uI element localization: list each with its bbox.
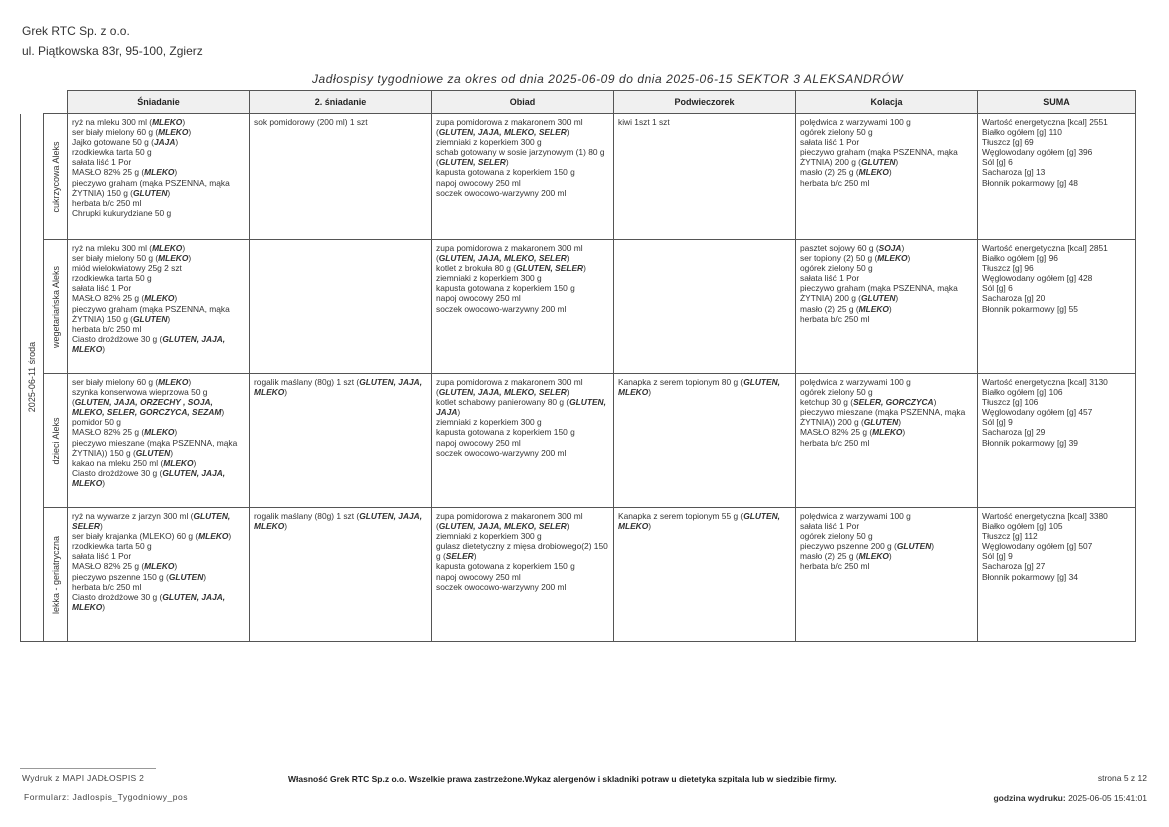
menu-item: Ciasto drożdżowe 30 g (GLUTEN, JAJA, MLEKO): [72, 333, 226, 354]
menu-item: Ciasto drożdżowe 30 g (GLUTEN, JAJA, MLEKO): [72, 467, 226, 488]
menu-item: Tłuszcz [g] 112: [982, 531, 1038, 542]
menu-item: kapusta gotowana z koperkiem 150 g: [436, 561, 575, 572]
menu-item: sok pomidorowy (200 ml) 1 szt: [254, 117, 368, 127]
meal-cell-second-breakfast: [250, 508, 432, 642]
meal-cell-dinner: [796, 374, 978, 508]
menu-item: Sacharoza [g] 29: [982, 427, 1046, 438]
menu-item: pieczywo pszenne 150 g (GLUTEN): [72, 571, 207, 582]
meal-cell-dinner: [796, 508, 978, 642]
header-sum: SUMA: [978, 91, 1136, 114]
menu-item: kotlet schabowy panierowany 80 g (GLUTEN, JAJA): [436, 397, 606, 418]
meal-cell-lunch: [432, 374, 614, 508]
menu-item: pieczywo graham (mąka PSZENNA, mąka ŻYTNIA) 150 g (GLUTEN): [72, 303, 230, 324]
menu-item: Błonnik pokarmowy [g] 55: [982, 303, 1078, 314]
diet-name-cell: [44, 374, 68, 508]
menu-item: polędwica z warzywami 100 g: [800, 117, 911, 127]
menu-item: Kanapka z serem topionym 55 g (GLUTEN, MLEKO): [618, 511, 780, 532]
company-name: Grek RTC Sp. z o.o.: [22, 24, 130, 38]
header-second-breakfast: 2. śniadanie: [250, 91, 432, 114]
meal-cell-dinner: [796, 114, 978, 240]
menu-item: Jajko gotowane 50 g (JAJA): [72, 137, 179, 148]
meal-cell-afternoon-snack: [614, 114, 796, 240]
menu-item: MASŁO 82% 25 g (MLEKO): [72, 561, 178, 572]
diet-name: dzieci Aleks: [50, 416, 61, 465]
menu-item: ziemniaki z koperkiem 300 g: [436, 531, 542, 542]
menu-item: sałata liść 1 Por: [72, 283, 132, 294]
meal-cell-second-breakfast: [250, 374, 432, 508]
menu-item: kotlet z brokuła 80 g (GLUTEN, SELER): [436, 263, 586, 274]
menu-item: herbata b/c 250 ml: [800, 561, 870, 572]
menu-item: herbata b/c 250 ml: [72, 197, 142, 208]
menu-item: Chrupki kukurydziane 50 g: [72, 207, 172, 218]
menu-item: napoj owocowy 250 ml: [436, 293, 521, 304]
menu-item: Białko ogółem [g] 105: [982, 521, 1063, 532]
menu-item: Błonnik pokarmowy [g] 48: [982, 177, 1078, 188]
menu-item: pieczywo graham (mąka PSZENNA, mąka ŻYTNIA) 200 g (GLUTEN): [800, 147, 958, 168]
menu-item: Sacharoza [g] 20: [982, 293, 1046, 304]
menu-item: schab gotowany w sosie jarzynowym (1) 80 g (GLUTEN, SELER): [436, 147, 605, 168]
menu-item: Węglowodany ogółem [g] 457: [982, 407, 1093, 418]
menu-item: rogalik maślany (80g) 1 szt (GLUTEN, JAJA, MLEKO): [254, 377, 423, 398]
meal-cell-dinner: [796, 240, 978, 374]
menu-item: Sól [g] 9: [982, 551, 1013, 562]
header-blank-diet: [44, 91, 68, 114]
menu-item: Białko ogółem [g] 106: [982, 387, 1063, 398]
menu-item: napoj owocowy 250 ml: [436, 177, 521, 188]
diet-name: cukrzycowa Aleks: [50, 140, 61, 213]
menu-item: ser biały mielony 60 g (MLEKO): [72, 377, 192, 387]
menu-item: masło (2) 25 g (MLEKO): [800, 551, 892, 562]
diet-name: wegetariańska Aleks: [50, 265, 61, 348]
menu-item: miód wielokwiatowy 25g 2 szt: [72, 263, 182, 274]
menu-item: soczek owocowo-warzywny 200 ml: [436, 187, 567, 198]
menu-item: ser topiony (2) 50 g (MLEKO): [800, 253, 911, 264]
meal-cell-sum: [978, 114, 1136, 240]
menu-item: ryż na wywarze z jarzyn 300 ml (GLUTEN, SELER): [72, 511, 231, 532]
menu-item: soczek owocowo-warzywny 200 ml: [436, 303, 567, 314]
menu-item: pasztet sojowy 60 g (SOJA): [800, 243, 905, 253]
menu-item: ziemniaki z koperkiem 300 g: [436, 273, 542, 284]
menu-item: ser biały krajanka (MLEKO) 60 g (MLEKO): [72, 531, 232, 542]
meal-cell-lunch: [432, 240, 614, 374]
menu-item: MASŁO 82% 25 g (MLEKO): [72, 293, 178, 304]
meal-cell-afternoon-snack: [614, 240, 796, 374]
menu-item: pieczywo graham (mąka PSZENNA, mąka ŻYTNIA) 150 g (GLUTEN): [72, 177, 230, 198]
menu-item: Tłuszcz [g] 69: [982, 137, 1034, 148]
menu-item: Błonnik pokarmowy [g] 39: [982, 437, 1078, 448]
menu-item: sałata liść 1 Por: [72, 157, 132, 168]
meal-cell-breakfast: [68, 374, 250, 508]
menu-item: kapusta gotowana z koperkiem 150 g: [436, 167, 575, 178]
menu-item: Węglowodany ogółem [g] 396: [982, 147, 1093, 158]
footer-ownership-note: Własność Grek RTC Sp.z o.o. Wszelkie prawa zastrzeżone.Wykaz alergenów i skladniki potraw u dietetyka szpitala lub w siedzibie firmy.: [288, 774, 837, 784]
menu-item: zupa pomidorowa z makaronem 300 ml (GLUTEN, JAJA, MLEKO, SELER): [436, 117, 583, 138]
menu-item: Sól [g] 6: [982, 283, 1013, 294]
menu-item: Białko ogółem [g] 110: [982, 127, 1062, 138]
menu-item: pieczywo graham (mąka PSZENNA, mąka ŻYTNIA) 200 g (GLUTEN): [800, 283, 958, 304]
menu-item: soczek owocowo-warzywny 200 ml: [436, 447, 567, 458]
header-dinner: Kolacja: [796, 91, 978, 114]
menu-item: Wartość energetyczna [kcal] 3130: [982, 377, 1108, 387]
meal-cell-sum: [978, 240, 1136, 374]
menu-item: Wartość energetyczna [kcal] 3380: [982, 511, 1108, 521]
footer-print-time: [993, 793, 1147, 803]
menu-item: gulasz dietetyczny z mięsa drobiowego(2) 150 g (SELER): [436, 541, 608, 562]
meal-cell-sum: [978, 508, 1136, 642]
menu-item: Błonnik pokarmowy [g] 34: [982, 571, 1078, 582]
menu-item: rogalik maślany (80g) 1 szt (GLUTEN, JAJA, MLEKO): [254, 511, 423, 532]
menu-item: rzodkiewka tarta 50 g: [72, 273, 152, 284]
print-time-value: 2025-06-05 15:41:01: [1068, 793, 1147, 803]
menu-item: ser biały mielony 60 g (MLEKO): [72, 127, 192, 138]
footer-form-name: Formularz: Jadlospis_Tygodniowy_pos: [24, 792, 188, 802]
menu-item: masło (2) 25 g (MLEKO): [800, 167, 892, 178]
menu-item: kakao na mleku 250 ml (MLEKO): [72, 457, 197, 468]
meal-cell-afternoon-snack: [614, 374, 796, 508]
date-cell: [21, 114, 44, 642]
menu-item: pieczywo mieszane (mąka PSZENNA, mąka ŻYTNIA)) 150 g (GLUTEN): [72, 437, 238, 458]
menu-item: napoj owocowy 250 ml: [436, 437, 521, 448]
menu-item: ogórek zielony 50 g: [800, 127, 873, 138]
menu-item: ketchup 30 g (SELER, GORCZYCA): [800, 397, 937, 408]
header-afternoon-snack: Podwieczorek: [614, 91, 796, 114]
meal-cell-afternoon-snack: [614, 508, 796, 642]
meal-cell-lunch: [432, 114, 614, 240]
menu-item: Sól [g] 6: [982, 157, 1013, 168]
menu-item: napoj owocowy 250 ml: [436, 571, 521, 582]
menu-item: ryż na mleku 300 ml (MLEKO): [72, 243, 186, 253]
print-time-label: godzina wydruku:: [993, 793, 1066, 803]
menu-item: zupa pomidorowa z makaronem 300 ml (GLUTEN, JAJA, MLEKO, SELER): [436, 377, 583, 398]
diet-row: [21, 508, 1136, 642]
menu-item: soczek owocowo-warzywny 200 ml: [436, 581, 567, 592]
menu-item: pomidor 50 g: [72, 417, 121, 428]
menu-item: Białko ogółem [g] 96: [982, 253, 1058, 264]
header-row: [21, 91, 1136, 114]
meal-cell-sum: [978, 374, 1136, 508]
menu-title: Jadłospisy tygodniowe za okres od dnia 2025-06-09 do dnia 2025-06-15 SEKTOR 3 ALEKSANDRÓW: [312, 72, 904, 86]
meal-cell-lunch: [432, 508, 614, 642]
meal-cell-breakfast: [68, 114, 250, 240]
menu-item: ser biały mielony 50 g (MLEKO): [72, 253, 192, 264]
diet-name-cell: [44, 114, 68, 240]
menu-item: ziemniaki z koperkiem 300 g: [436, 137, 542, 148]
menu-item: Węglowodany ogółem [g] 507: [982, 541, 1093, 552]
menu-item: ziemniaki z koperkiem 300 g: [436, 417, 542, 428]
menu-item: sałata liść 1 Por: [800, 273, 860, 284]
diet-row: [21, 114, 1136, 240]
menu-item: kapusta gotowana z koperkiem 150 g: [436, 283, 575, 294]
menu-item: ogórek zielony 50 g: [800, 387, 873, 398]
meal-cell-breakfast: [68, 240, 250, 374]
menu-item: Ciasto drożdżowe 30 g (GLUTEN, JAJA, MLEKO): [72, 591, 226, 612]
menu-item: rzodkiewka tarta 50 g: [72, 147, 152, 158]
menu-item: herbata b/c 250 ml: [72, 323, 142, 334]
menu-item: Sacharoza [g] 13: [982, 167, 1046, 178]
menu-item: szynka konserwowa wieprzowa 50 g (GLUTEN, JAJA, ORZECHY , SOJA, MLEKO, SELER, GORCZYCA, SEZAM): [72, 387, 225, 418]
diet-name-cell: [44, 508, 68, 642]
menu-item: rzodkiewka tarta 50 g: [72, 541, 152, 552]
menu-item: Sacharoza [g] 27: [982, 561, 1046, 572]
meal-cell-second-breakfast: [250, 114, 432, 240]
diet-row: [21, 240, 1136, 374]
menu-item: herbata b/c 250 ml: [800, 313, 870, 324]
date-label: 2025-06-11 środa: [26, 342, 37, 413]
menu-item: Sól [g] 9: [982, 417, 1013, 428]
menu-item: Kanapka z serem topionym 80 g (GLUTEN, MLEKO): [618, 377, 780, 398]
menu-item: herbata b/c 250 ml: [800, 437, 870, 448]
menu-item: ogórek zielony 50 g: [800, 263, 873, 274]
header-lunch: Obiad: [432, 91, 614, 114]
menu-item: Tłuszcz [g] 96: [982, 263, 1034, 274]
menu-item: sałata liść 1 Por: [72, 551, 132, 562]
menu-item: herbata b/c 250 ml: [800, 177, 870, 188]
meal-cell-breakfast: [68, 508, 250, 642]
menu-item: ogórek zielony 50 g: [800, 531, 873, 542]
menu-item: masło (2) 25 g (MLEKO): [800, 303, 892, 314]
diet-row: [21, 374, 1136, 508]
menu-item: polędwica z warzywami 100 g: [800, 511, 911, 521]
menu-item: pieczywo pszenne 200 g (GLUTEN): [800, 541, 935, 552]
menu-item: kiwi 1szt 1 szt: [618, 117, 670, 127]
diet-name-cell: [44, 240, 68, 374]
menu-item: kapusta gotowana z koperkiem 150 g: [436, 427, 575, 438]
footer-page-number: strona 5 z 12: [1097, 773, 1147, 783]
header-blank-date: [21, 91, 44, 114]
footer-rule: [20, 768, 156, 769]
menu-item: pieczywo mieszane (mąka PSZENNA, mąka ŻYTNIA)) 200 g (GLUTEN): [800, 407, 966, 428]
menu-item: sałata liść 1 Por: [800, 137, 860, 148]
menu-item: Tłuszcz [g] 106: [982, 397, 1039, 408]
menu-item: Węglowodany ogółem [g] 428: [982, 273, 1093, 284]
menu-item: sałata liść 1 Por: [800, 521, 860, 532]
menu-item: herbata b/c 250 ml: [72, 581, 142, 592]
header-breakfast: Śniadanie: [68, 91, 250, 114]
menu-item: ryż na mleku 300 ml (MLEKO): [72, 117, 186, 127]
menu-item: polędwica z warzywami 100 g: [800, 377, 911, 387]
menu-item: MASŁO 82% 25 g (MLEKO): [72, 167, 178, 178]
weekly-menu-table: [20, 90, 1136, 642]
menu-item: zupa pomidorowa z makaronem 300 ml (GLUTEN, JAJA, MLEKO, SELER): [436, 511, 583, 532]
meal-cell-second-breakfast: [250, 240, 432, 374]
menu-item: Wartość energetyczna [kcal] 2851: [982, 243, 1108, 253]
menu-item: Wartość energetyczna [kcal] 2551: [982, 117, 1108, 127]
menu-item: MASŁO 82% 25 g (MLEKO): [800, 427, 906, 438]
menu-body: [21, 114, 1136, 642]
diet-name: lekka - geriatryczna: [50, 535, 61, 614]
footer-print-source: Wydruk z MAPI JADŁOSPIS 2: [22, 773, 145, 783]
menu-item: zupa pomidorowa z makaronem 300 ml (GLUTEN, JAJA, MLEKO, SELER): [436, 243, 583, 264]
menu-item: MASŁO 82% 25 g (MLEKO): [72, 427, 178, 438]
company-address: ul. Piątkowska 83r, 95-100, Zgierz: [22, 44, 203, 58]
